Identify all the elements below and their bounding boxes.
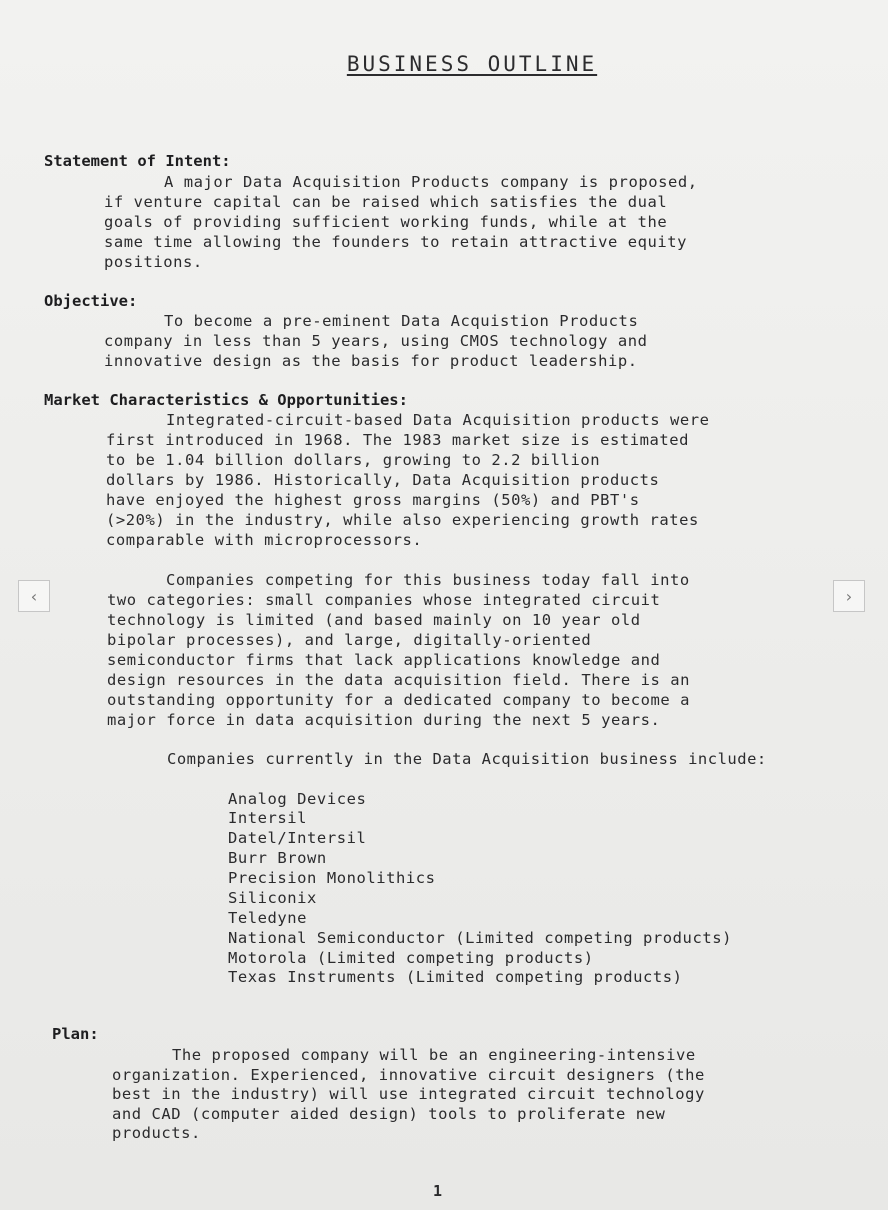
text-line: bipolar processes), and large, digitally-oriented: [107, 631, 592, 649]
company-list-item: Motorola (Limited competing products): [228, 949, 594, 967]
text-line: two categories: small companies whose integrated circuit: [107, 591, 661, 609]
text-line: positions.: [104, 253, 203, 271]
next-page-button[interactable]: [833, 580, 865, 612]
text-line: company in less than 5 years, using CMOS technology and: [104, 332, 648, 350]
text-line: (>20%) in the industry, while also experiencing growth rates: [106, 511, 699, 529]
company-list-item: National Semiconductor (Limited competing products): [228, 929, 732, 947]
previous-page-button[interactable]: [18, 580, 50, 612]
text-line: technology is limited (and based mainly on 10 year old: [107, 611, 641, 629]
text-line: The proposed company will be an engineering-intensive: [172, 1046, 696, 1064]
page-number: 1: [433, 1182, 443, 1200]
text-line: Integrated-circuit-based Data Acquisition products were: [166, 411, 710, 429]
section-heading-plan: Plan:: [52, 1025, 99, 1043]
text-line: Companies currently in the Data Acquisition business include:: [167, 750, 767, 768]
text-line: and CAD (computer aided design) tools to proliferate new: [112, 1105, 666, 1123]
company-list-item: Precision Monolithics: [228, 869, 436, 887]
company-list-item: Teledyne: [228, 909, 308, 927]
text-line: semiconductor firms that lack applications knowledge and: [107, 651, 661, 669]
page-title: BUSINESS OUTLINE: [346, 52, 598, 76]
text-line: goals of providing sufficient working funds, while at the: [104, 213, 668, 231]
text-line: products.: [112, 1124, 201, 1142]
text-line: A major Data Acquisition Products company is proposed,: [164, 173, 698, 191]
text-line: have enjoyed the highest gross margins (50%) and PBT's: [106, 491, 640, 509]
company-list-item: Texas Instruments (Limited competing products): [228, 968, 683, 986]
text-line: first introduced in 1968. The 1983 market size is estimated: [106, 431, 690, 449]
company-list-item: Burr Brown: [228, 849, 327, 867]
text-line: innovative design as the basis for product leadership.: [104, 352, 638, 370]
company-list-item: Datel/Intersil: [228, 829, 367, 847]
section-heading-intent: Statement of Intent:: [44, 152, 231, 170]
text-line: comparable with microprocessors.: [106, 531, 423, 549]
chevron-right-icon: ›: [845, 586, 853, 606]
text-line: outstanding opportunity for a dedicated company to become a: [107, 691, 691, 709]
text-line: to be 1.04 billion dollars, growing to 2.2 billion: [106, 451, 601, 469]
company-list-item: Intersil: [228, 809, 308, 827]
company-list-item: Siliconix: [228, 889, 317, 907]
text-line: if venture capital can be raised which satisfies the dual: [104, 193, 668, 211]
text-line: organization. Experienced, innovative circuit designers (the: [112, 1066, 705, 1084]
text-line: Companies competing for this business today fall into: [166, 571, 690, 589]
section-heading-objective: Objective:: [44, 292, 138, 310]
text-line: To become a pre-eminent Data Acquistion Products: [164, 312, 639, 330]
text-line: best in the industry) will use integrated circuit technology: [112, 1085, 705, 1103]
text-line: same time allowing the founders to retain attractive equity: [104, 233, 688, 251]
text-line: dollars by 1986. Historically, Data Acquisition products: [106, 471, 660, 489]
text-line: major force in data acquisition during the next 5 years.: [107, 711, 661, 729]
company-list-item: Analog Devices: [228, 790, 367, 808]
section-heading-market: Market Characteristics & Opportunities:: [44, 391, 408, 409]
text-line: design resources in the data acquisition field. There is an: [107, 671, 691, 689]
chevron-left-icon: ‹: [30, 586, 38, 606]
